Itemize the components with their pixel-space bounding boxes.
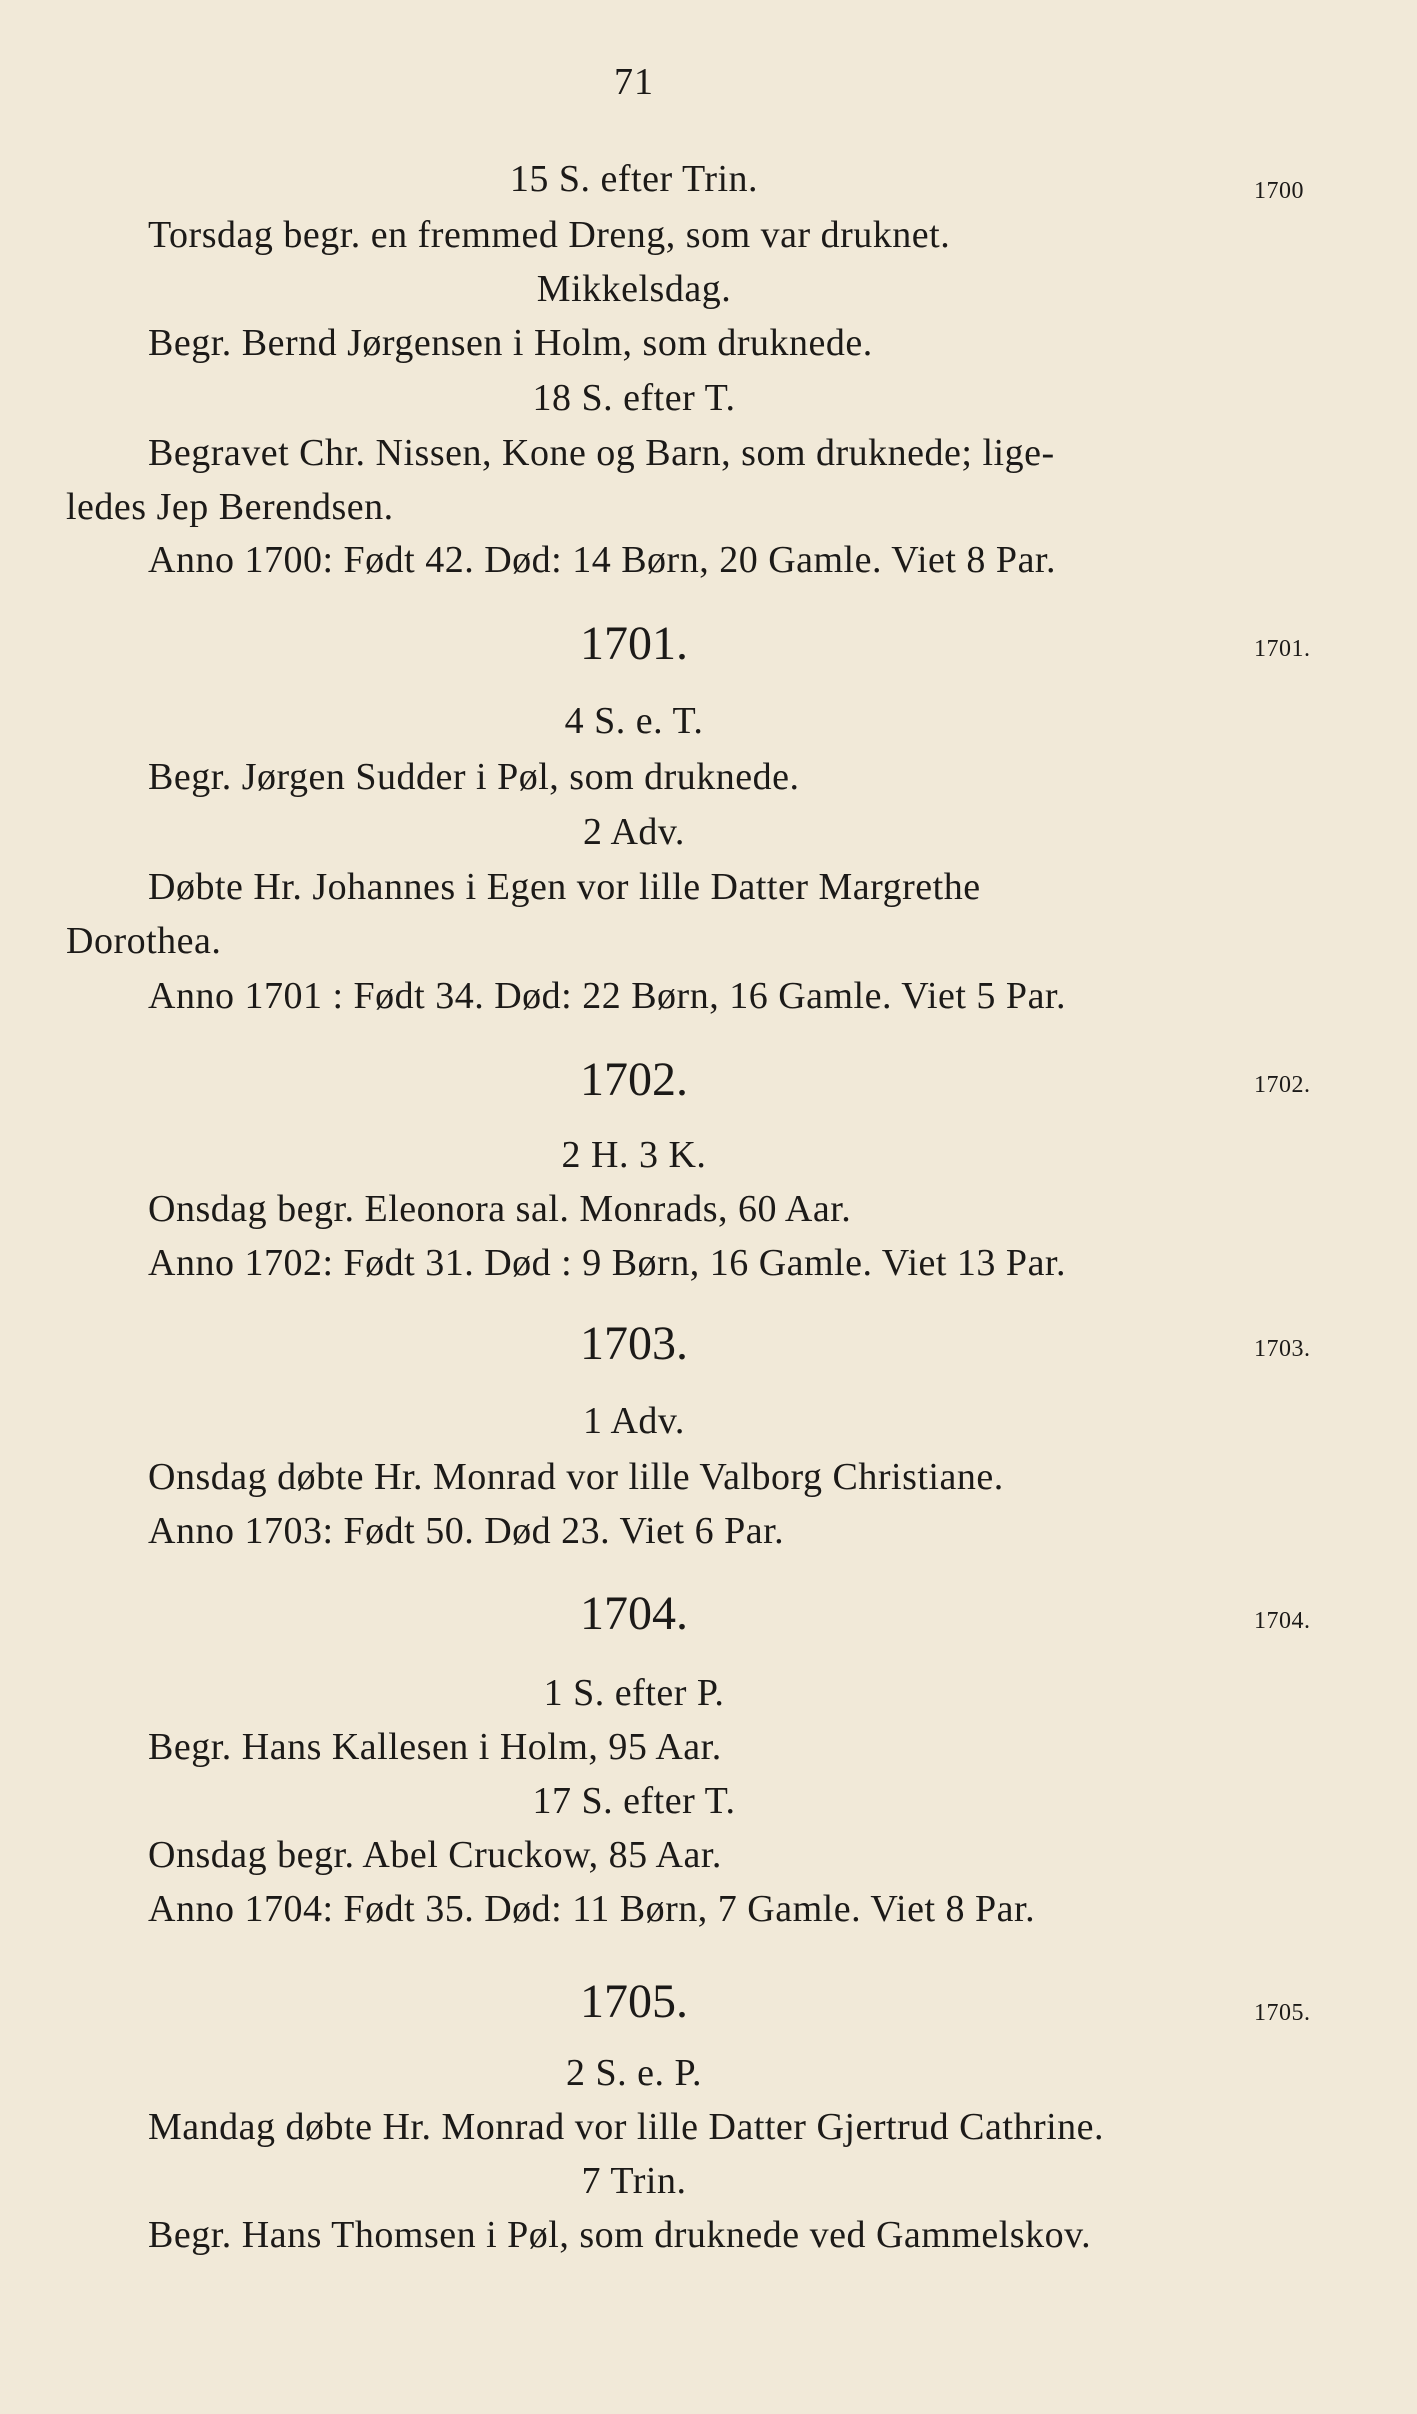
year-heading-1705: 1705. [580,1975,688,2028]
heading-18-s-efter-t: 18 S. efter T. [532,377,736,419]
year-heading-1703: 1703. [580,1317,688,1370]
heading-1-s-efter-p: 1 S. efter P. [543,1672,725,1714]
year-heading-1704: 1704. [580,1587,688,1640]
summary-1702: Anno 1702: Født 31. Død : 9 Børn, 16 Gamle. Viet 13 Par. [148,1242,1066,1284]
heading-4-s-e-t: 4 S. e. T. [564,700,704,742]
heading-2-adv: 2 Adv. [583,811,685,853]
summary-1703: Anno 1703: Født 50. Død 23. Viet 6 Par. [148,1510,785,1552]
margin-year-1700: 1700 [1254,178,1304,204]
entry-line: Begr. Jørgen Sudder i Pøl, som druknede. [148,756,800,798]
heading-2-h-3-k: 2 H. 3 K. [561,1134,707,1176]
entry-line: Onsdag begr. Abel Cruckow, 85 Aar. [148,1834,722,1876]
entry-line [148,434,1208,472]
page-number: 71 [614,61,654,103]
entry-line-continued: ledes Jep Berendsen. [66,486,394,528]
heading-15-s-efter-trin: 15 S. efter Trin. [509,158,759,200]
heading-2-s-e-p: 2 S. e. P. [566,2052,702,2094]
entry-line: Mandag døbte Hr. Monrad vor lille Datter Gjertrud Cathrine. [148,2106,1105,2148]
summary-1700: Anno 1700: Født 42. Død: 14 Børn, 20 Gamle. Viet 8 Par. [148,539,1056,581]
heading-1-adv: 1 Adv. [583,1400,685,1442]
entry-line: Onsdag begr. Eleonora sal. Monrads, 60 Aar. [148,1188,852,1230]
entry-line-continued: Dorothea. [66,920,222,962]
entry-line: Begr. Hans Kallesen i Holm, 95 Aar. [148,1726,722,1768]
year-heading-1702: 1702. [580,1053,688,1106]
margin-year-1702: 1702. [1254,1072,1311,1098]
margin-year-1703: 1703. [1254,1336,1311,1362]
summary-1701: Anno 1701 : Født 34. Død: 22 Børn, 16 Gamle. Viet 5 Par. [148,975,1066,1017]
margin-year-1705: 1705. [1254,2000,1311,2026]
year-heading-1701: 1701. [580,617,688,670]
heading-17-s-efter-t: 17 S. efter T. [532,1780,736,1822]
margin-year-1704: 1704. [1254,1608,1311,1634]
entry-line: Døbte Hr. Johannes i Egen vor lille Datter Margrethe [148,866,981,908]
heading-7-trin: 7 Trin. [581,2160,687,2202]
entry-line-text: Begravet Chr. Nissen, Kone og Barn, som druknede; lige- [148,432,1055,474]
entry-line: Onsdag døbte Hr. Monrad vor lille Valborg Christiane. [148,1456,1004,1498]
summary-1704: Anno 1704: Født 35. Død: 11 Børn, 7 Gamle. Viet 8 Par. [148,1888,1036,1930]
entry-line: Begr. Hans Thomsen i Pøl, som druknede ved Gammelskov. [148,2214,1092,2256]
entry-line: Begr. Bernd Jørgensen i Holm, som druknede. [148,322,873,364]
margin-year-1701: 1701. [1254,636,1311,662]
entry-line: Torsdag begr. en fremmed Dreng, som var druknet. [148,214,951,256]
heading-mikkelsdag: Mikkelsdag. [536,268,732,310]
